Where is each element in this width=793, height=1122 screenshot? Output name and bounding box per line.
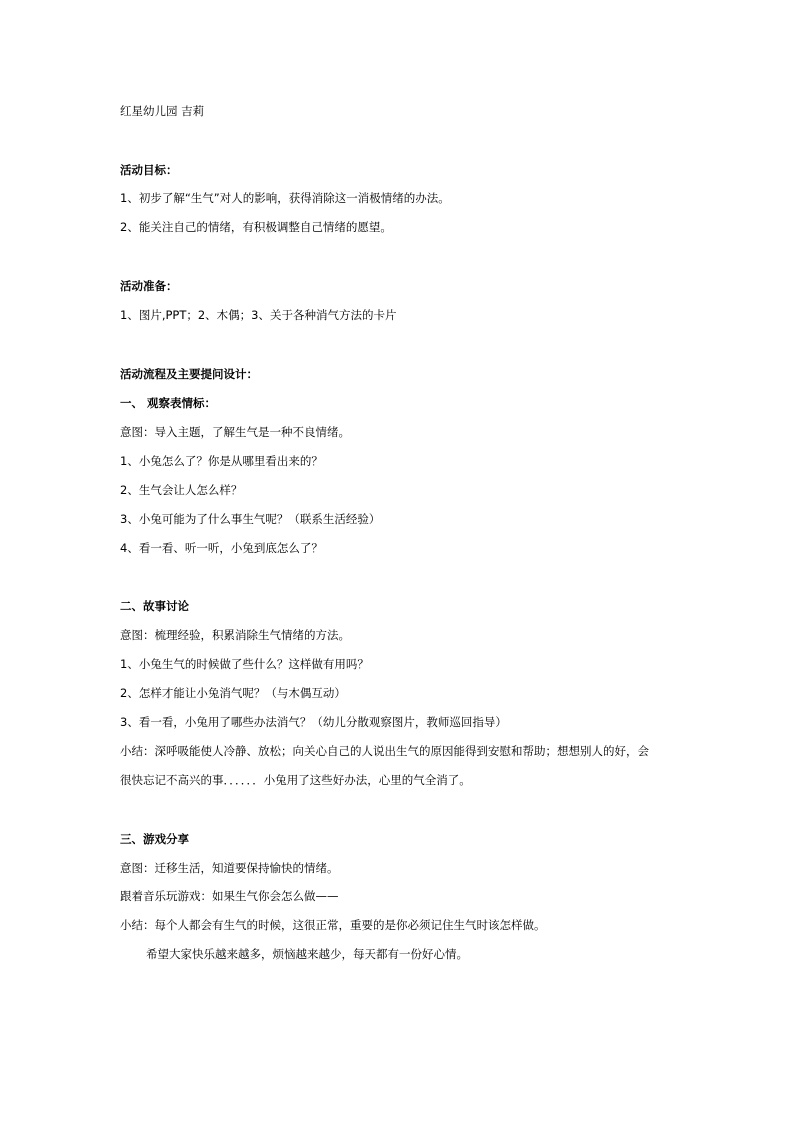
goals-item: 1、初步了解“生气”对人的影响，获得消除这一消极情绪的办法。 (120, 191, 450, 205)
section1-intent: 意图：导入主题，了解生气是一种不良情绪。 (120, 425, 350, 439)
prep-item: 1、图片,PPT；2、木偶；3、关于各种消气方法的卡片 (120, 308, 397, 322)
section1-item: 2、生气会让人怎么样？ (120, 483, 243, 497)
author-line: 红星幼儿园 吉莉 (120, 104, 205, 118)
section3-intent: 意图：迁移生活，知道要保持愉快的情绪。 (120, 861, 339, 875)
section3-summary: 小结：每个人都会有生气的时候，这很正常，重要的是你必须记住生气时该怎样做。 (120, 918, 546, 932)
section3-game: 跟着音乐玩游戏：如果生气你会怎么做—— (120, 889, 339, 903)
goals-heading: 活动目标： (120, 163, 178, 177)
section2-intent: 意图：梳理经验，积累消除生气情绪的方法。 (120, 628, 350, 642)
section1-item: 4、看一看、听一听，小兔到底怎么了？ (120, 541, 323, 555)
section1-item: 1、小兔怎么了？你是从哪里看出来的？ (120, 454, 323, 468)
closing-line: 希望大家快乐越来越多，烦恼越来越少，每天都有一份好心情。 (146, 947, 468, 961)
section2-item: 3、看一看，小兔用了哪些办法消气？（幼儿分散观察图片，教师巡回指导） (120, 715, 507, 729)
section2-item: 1、小兔生气的时候做了些什么？这样做有用吗？ (120, 657, 369, 671)
section1-item: 3、小兔可能为了什么事生气呢？（联系生活经验） (120, 512, 381, 526)
section2-summary-continued: 很快忘记不高兴的事．．．．．．小兔用了这些好办法，心里的气全消了。 (120, 773, 471, 787)
section3-title: 三、游戏分享 (120, 832, 189, 846)
goals-item: 2、能关注自己的情绪，有积极调整自己情绪的愿望。 (120, 220, 392, 234)
section1-title: 一、 观察表情标： (120, 396, 217, 410)
process-heading: 活动流程及主要提问设计： (120, 367, 258, 381)
prep-heading: 活动准备： (120, 279, 178, 293)
section2-summary: 小结：深呼吸能使人冷静、放松；向关心自己的人说出生气的原因能得到安慰和帮助；想想别人的好，会 (120, 744, 649, 758)
section2-item: 2、怎样才能让小兔消气呢？（与木偶互动） (120, 686, 346, 700)
section2-title: 二、故事讨论 (120, 599, 189, 613)
